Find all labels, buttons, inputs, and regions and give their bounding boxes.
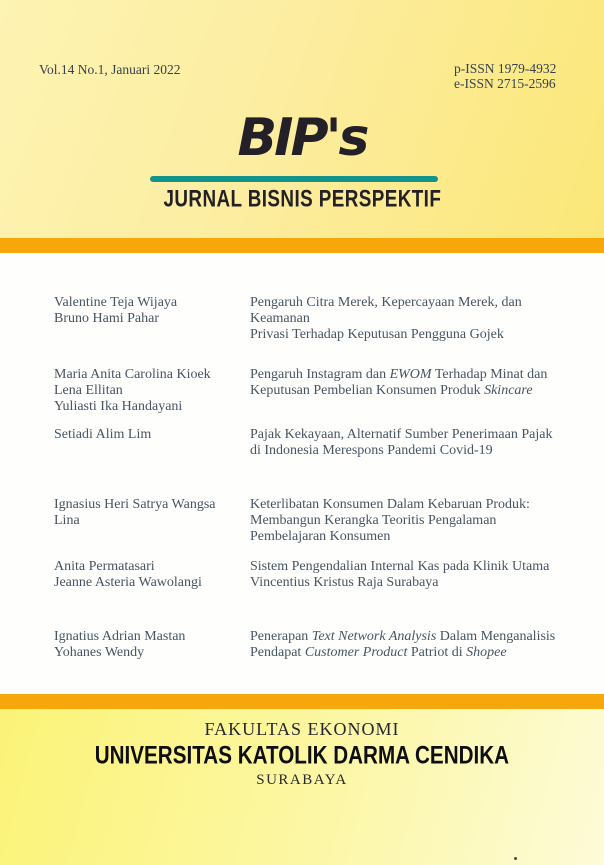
article-entry	[54, 559, 564, 591]
author-line: Bruno Hami Pahar	[54, 311, 159, 326]
author-line: Ignatius Adrian Mastan	[54, 629, 186, 644]
author-line: Yuliasti Ika Handayani	[54, 399, 183, 414]
author-line: Lina	[54, 513, 80, 528]
author-line: Anita Permatasari	[54, 559, 155, 574]
author-line: Jeanne Asteria Wawolangi	[54, 575, 202, 590]
article-title	[250, 559, 564, 591]
title-line: Membangun Kerangka Teoritis Pengalaman	[250, 513, 497, 528]
title-line: Keterlibatan Konsumen Dalam Kebaruan Produk:	[250, 497, 530, 512]
author-line: Ignasius Heri Satrya Wangsa	[54, 497, 216, 512]
city-name: SURABAYA	[256, 772, 348, 788]
title-line: Keputusan Pembelian Konsumen Produk Skincare	[250, 383, 533, 398]
cover-header	[0, 0, 604, 238]
issn-block	[454, 61, 556, 91]
journal-name-text: JURNAL BISNIS PERSPEKTIF	[163, 184, 441, 212]
university-name	[0, 743, 604, 769]
author-names	[54, 427, 250, 459]
logo-underline-rule	[150, 176, 438, 182]
author-names	[54, 295, 250, 343]
author-names	[54, 497, 250, 545]
title-line: Privasi Terhadap Keputusan Pengguna Gojek	[250, 327, 504, 342]
university-name-text: UNIVERSITAS KATOLIK DARMA CENDIKA	[94, 741, 510, 770]
author-names	[54, 629, 250, 661]
author-names	[54, 367, 250, 415]
title-line: Pengaruh Citra Merek, Kepercayaan Merek, dan Keamanan	[250, 295, 522, 326]
title-line: Penerapan Text Network Analysis Dalam Menganalisis	[250, 629, 556, 644]
article-title	[250, 497, 564, 545]
title-line: Sistem Pengendalian Internal Kas pada Klinik Utama	[250, 559, 550, 574]
article-title	[250, 427, 564, 459]
article-entry	[54, 427, 564, 459]
p-issn: p-ISSN 1979-4932	[454, 61, 557, 76]
article-title	[250, 367, 564, 415]
article-entry	[54, 497, 564, 545]
faculty-name: FAKULTAS EKONOMI	[204, 719, 400, 739]
top-divider-band	[0, 238, 604, 253]
volume-issue-date: Vol.14 No.1, Januari 2022	[39, 62, 181, 77]
author-names	[54, 559, 250, 591]
author-line: Maria Anita Carolina Kioek	[54, 367, 211, 382]
article-entry	[54, 295, 564, 343]
e-issn: e-ISSN 2715-2596	[454, 76, 556, 91]
journal-logo: BIP's	[237, 108, 367, 168]
title-line: Pendapat Customer Product Patriot di Shopee	[250, 645, 507, 660]
scan-artifact-dot	[514, 857, 517, 860]
author-line: Yohanes Wendy	[54, 645, 145, 660]
table-of-contents	[0, 253, 604, 694]
title-line: di Indonesia Merespons Pandemi Covid-19	[250, 443, 493, 458]
cover-footer	[0, 709, 604, 865]
author-line: Lena Ellitan	[54, 383, 123, 398]
article-title	[250, 629, 564, 661]
author-line: Valentine Teja Wijaya	[54, 295, 178, 310]
title-line: Pengaruh Instagram dan EWOM Terhadap Minat dan	[250, 367, 548, 382]
title-line: Pajak Kekayaan, Alternatif Sumber Penerimaan Pajak	[250, 427, 553, 442]
author-line: Setiadi Alim Lim	[54, 427, 152, 442]
journal-name	[0, 186, 604, 211]
article-entry	[54, 367, 564, 415]
title-line: Pembelajaran Konsumen	[250, 529, 391, 544]
title-line: Vincentius Kristus Raja Surabaya	[250, 575, 439, 590]
bottom-divider-band	[0, 694, 604, 709]
article-entry	[54, 629, 564, 661]
article-title	[250, 295, 564, 343]
